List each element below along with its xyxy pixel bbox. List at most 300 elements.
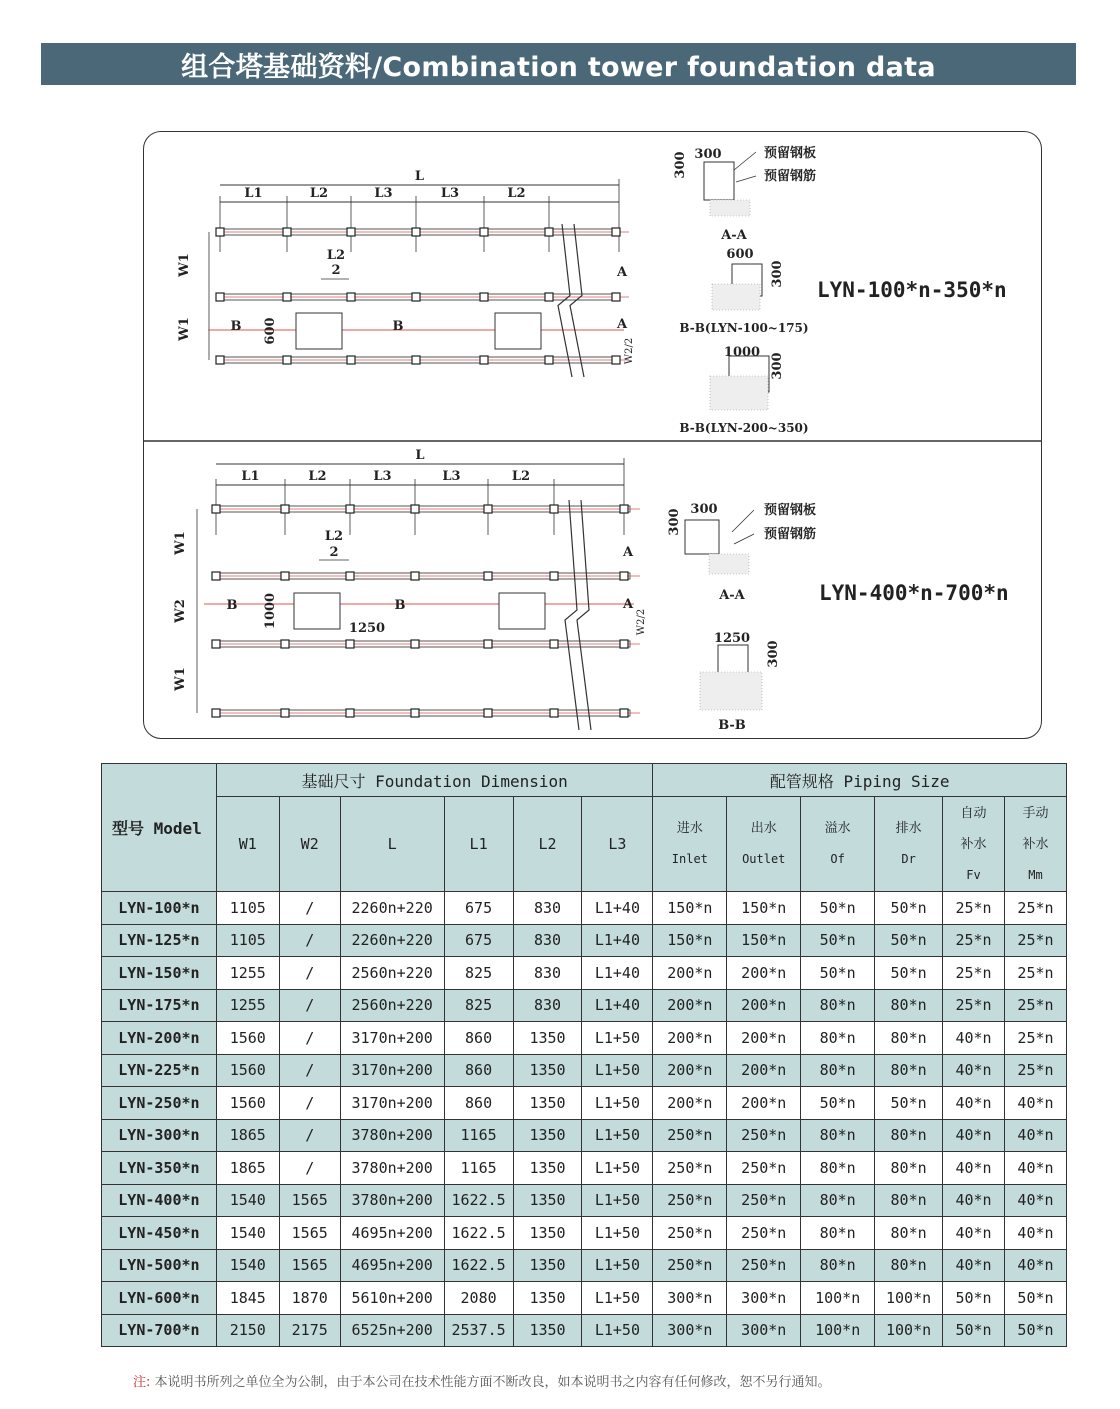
table-cell: 50*n [1004,1314,1066,1347]
table-row [102,1249,1067,1282]
section-dim-label: 1000 [723,345,761,360]
table-cell: 40*n [943,1087,1005,1120]
table-cell: 150*n [727,892,801,925]
w2-half-label: W2/2 [636,608,647,636]
table-cell: / [279,1152,340,1185]
beam-post [550,572,558,580]
table-cell: 1350 [513,1249,582,1282]
section-dim-label: 300 [673,151,688,179]
table-cell: / [279,924,340,957]
beam-post [347,356,355,364]
w2-label: W2 [173,599,188,623]
beam-post [612,228,620,236]
table-cell: 80*n [875,1152,943,1185]
section-dim-label: 300 [690,502,718,517]
table-cell: 825 [444,989,513,1022]
table-cell: 200*n [727,1087,801,1120]
table-cell: 830 [513,957,582,990]
beam-post [216,293,224,301]
table-cell: 1540 [216,1184,279,1217]
table-cell: 50*n [801,957,875,990]
table-cell: 1165 [444,1119,513,1152]
table-cell: 25*n [1004,924,1066,957]
table-cell: 25*n [1004,989,1066,1022]
table-cell: 3780n+200 [340,1119,444,1152]
pipe-col-header-fv [943,797,1005,892]
table-cell: 1560 [216,1022,279,1055]
section-bb-gravel [710,376,768,410]
beam-post [484,505,492,513]
table-row [102,924,1067,957]
table-cell: 50*n [875,957,943,990]
table-cell: 1350 [513,1314,582,1347]
beam-post [620,505,628,513]
table-cell: 300*n [727,1282,801,1315]
table-cell: / [279,1054,340,1087]
section-bb-gravel [712,284,760,310]
steel-plate-label: 预留钢板 [763,503,817,518]
beam-post [281,505,289,513]
beam-post [411,640,419,648]
pipe-col-en: Of [830,852,845,866]
pipe-col-en: Outlet [742,852,786,866]
pipe-col-header-dr [875,797,943,892]
section-bb-gravel [700,672,762,710]
section-dim-label: 300 [770,352,785,380]
l2-half-label: 2 [331,263,341,278]
table-cell: 25*n [1004,892,1066,925]
table-cell: 1622.5 [444,1249,513,1282]
table-cell: L1+50 [582,1119,653,1152]
dimension-label: L3 [374,186,393,201]
table-cell: 40*n [943,1217,1005,1250]
beam-post [283,293,291,301]
table-cell: 25*n [1004,957,1066,990]
steel-plate-label: 预留钢板 [763,146,817,161]
table-cell: 250*n [727,1152,801,1185]
table-row [102,1022,1067,1055]
table-cell: 6525n+200 [340,1314,444,1347]
dimension-label: L3 [442,469,461,484]
specification-table [101,763,1067,1347]
section-aa-gravel [709,554,749,574]
table-cell: 2150 [216,1314,279,1347]
dimension-label-L: L [415,448,425,463]
dimension-label: L2 [511,469,531,484]
pad-rect [294,593,340,629]
pipe-col-cn: 手动补水 [1022,805,1049,852]
beam-post [480,356,488,364]
break-line-right [577,500,591,730]
beam-post [281,572,289,580]
dimension-label: L3 [440,186,460,201]
dim-col-header-l1: L1 [444,797,513,892]
table-cell: 40*n [1004,1249,1066,1282]
table-cell: 25*n [943,892,1005,925]
pipe-col-header-inlet [653,797,727,892]
table-cell: 830 [513,924,582,957]
beam-post [411,572,419,580]
pad-dim-label: 1000 [263,592,278,630]
section-aa-gravel [710,200,750,216]
table-cell: 40*n [943,1119,1005,1152]
table-cell: / [279,989,340,1022]
l2-half-label: 2 [329,545,339,560]
table-cell: 3780n+200 [340,1184,444,1217]
beam-post [346,640,354,648]
b-marker: B [230,319,242,334]
table-cell: 40*n [943,1184,1005,1217]
beam-post [620,709,628,717]
w1-label: W1 [177,317,192,341]
beam-post [347,293,355,301]
w1-label: W1 [173,531,188,555]
beam-post [212,709,220,717]
table-cell: 250*n [653,1152,727,1185]
table-cell: 80*n [801,1217,875,1250]
section-bb-label: B-B [718,718,746,733]
table-cell: 300*n [727,1314,801,1347]
pipe-col-en: Inlet [671,852,708,866]
table-cell: 1565 [279,1217,340,1250]
beam-post [411,709,419,717]
section-dim-label: 300 [766,640,781,668]
table-cell: 200*n [727,989,801,1022]
table-row [102,1054,1067,1087]
foundation-drawing [143,131,1042,739]
table-cell: 1865 [216,1152,279,1185]
table-row [102,1217,1067,1250]
table-cell: 2560n+220 [340,957,444,990]
beam-post [346,572,354,580]
pad-dim-label: 600 [263,317,278,345]
model-cell: LYN-500*n [102,1249,217,1282]
dimension-label: L2 [507,186,526,201]
table-cell: L1+50 [582,1054,653,1087]
section-dim-label: 300 [694,147,722,162]
table-cell: 80*n [801,1152,875,1185]
table-cell: 100*n [875,1314,943,1347]
beam-post [347,228,355,236]
table-cell: L1+50 [582,1217,653,1250]
pipe-col-header-mm [1004,797,1066,892]
section-dim-label: 300 [667,508,682,536]
table-cell: 830 [513,892,582,925]
beam-post [620,572,628,580]
table-cell: 860 [444,1087,513,1120]
table-cell: 2260n+220 [340,892,444,925]
dim-col-header-l3: L3 [582,797,653,892]
table-cell: / [279,892,340,925]
table-cell: 200*n [653,1022,727,1055]
beam-post [612,293,620,301]
beam-post [411,505,419,513]
table-cell: 40*n [943,1054,1005,1087]
w2-half-label: W2/2 [624,337,635,365]
l2-half-label: L2 [326,248,346,263]
table-cell: 1560 [216,1054,279,1087]
section-dim-label: 600 [726,247,754,262]
beam-post [346,709,354,717]
section-aa-label: A-A [719,588,745,603]
table-cell: 1350 [513,1152,582,1185]
table-cell: / [279,1087,340,1120]
model-cell: LYN-175*n [102,989,217,1022]
table-cell: 40*n [943,1249,1005,1282]
model-label-top: LYN-100*n-350*n [817,278,1007,302]
table-cell: 50*n [875,1087,943,1120]
pad-rect [296,313,342,349]
table-cell: 200*n [727,957,801,990]
footnote-text: 本说明书所列之单位全为公制，由于本公司在技术性能方面不断改良，如本说明书之内容有任何修改，恕不另行通知。 [154,1375,831,1390]
table-cell: 200*n [653,989,727,1022]
table-cell: 250*n [727,1217,801,1250]
table-cell: L1+50 [582,1314,653,1347]
beam-post [212,505,220,513]
table-cell: 1350 [513,1119,582,1152]
beam-post [216,356,224,364]
table-cell: 1565 [279,1184,340,1217]
dim-col-header-l: L [340,797,444,892]
break-line-left [565,500,579,730]
dim-col-header-w1: W1 [216,797,279,892]
table-cell: 1350 [513,1054,582,1087]
table-cell: / [279,1119,340,1152]
table-cell: 1870 [279,1282,340,1315]
table-cell: 830 [513,989,582,1022]
beam-post [545,228,553,236]
table-cell: 40*n [1004,1152,1066,1185]
table-cell: 1255 [216,989,279,1022]
table-cell: 25*n [1004,1022,1066,1055]
beam-post [480,228,488,236]
dimension-label: L2 [308,469,327,484]
pipe-col-header-of [801,797,875,892]
table-cell: L1+50 [582,1249,653,1282]
table-cell: 100*n [875,1282,943,1315]
foundation-dimension-header: 基础尺寸 Foundation Dimension [216,764,653,797]
table-cell: 825 [444,957,513,990]
table-cell: L1+50 [582,1282,653,1315]
table-cell: 200*n [653,1087,727,1120]
table-row [102,989,1067,1022]
table-cell: 250*n [653,1184,727,1217]
model-column-header: 型号 Model [102,764,217,892]
table-cell: 1255 [216,957,279,990]
pad-dim-label: 1250 [348,621,386,636]
table-cell: 860 [444,1054,513,1087]
beam-post [346,505,354,513]
table-cell: 150*n [653,892,727,925]
table-row [102,1184,1067,1217]
pad-rect [495,313,541,349]
table-cell: 80*n [875,1184,943,1217]
beam-post [283,228,291,236]
table-cell: 200*n [653,1054,727,1087]
table-cell: L1+50 [582,1184,653,1217]
table-cell: 50*n [875,924,943,957]
table-cell: 250*n [727,1184,801,1217]
a-marker: A [616,317,628,332]
model-cell: LYN-150*n [102,957,217,990]
dimension-label-L: L [414,169,425,184]
section-aa-block [685,520,719,554]
table-group-header-row [102,764,1067,797]
table-cell: 4695n+200 [340,1249,444,1282]
table-cell: 5610n+200 [340,1282,444,1315]
pipe-col-en: Mm [1028,867,1043,882]
table-cell: 1165 [444,1152,513,1185]
table-cell: 50*n [1004,1282,1066,1315]
table-cell: 100*n [801,1314,875,1347]
table-row [102,1314,1067,1347]
table-cell: 50*n [801,1087,875,1120]
table-cell: 1350 [513,1282,582,1315]
table-row [102,1152,1067,1185]
table-cell: 1845 [216,1282,279,1315]
table-column-header-row [102,797,1067,892]
table-row [102,1119,1067,1152]
table-cell: 2080 [444,1282,513,1315]
table-cell: 80*n [801,1249,875,1282]
table-row [102,1087,1067,1120]
table-cell: 25*n [943,989,1005,1022]
page-title: 组合塔基础资料/Combination tower foundation data [181,51,936,83]
table-cell: 1350 [513,1087,582,1120]
model-cell: LYN-600*n [102,1282,217,1315]
dimension-label: L3 [373,469,392,484]
table-cell: 250*n [653,1217,727,1250]
beam-post [480,293,488,301]
section-bb-label: B-B(LYN-200~350) [679,421,809,435]
beam-post [550,505,558,513]
table-cell: 40*n [1004,1119,1066,1152]
model-cell: LYN-200*n [102,1022,217,1055]
a-marker: A [616,265,628,280]
a-marker: A [622,597,634,612]
b-marker: B [394,598,406,613]
table-cell: 1350 [513,1217,582,1250]
table-cell: 250*n [653,1249,727,1282]
model-cell: LYN-125*n [102,924,217,957]
l2-half-label: L2 [324,529,344,544]
table-cell: 1350 [513,1022,582,1055]
beam-post [484,709,492,717]
beam-post [216,228,224,236]
section-dim-label: 300 [770,260,785,288]
table-row [102,957,1067,990]
section-aa-block [704,162,734,200]
beam-post [283,356,291,364]
b-marker: B [392,319,404,334]
beam-post [484,640,492,648]
table-cell: 200*n [727,1022,801,1055]
beam-post [212,640,220,648]
table-cell: 40*n [1004,1087,1066,1120]
beam-post [412,293,420,301]
table-cell: 25*n [943,924,1005,957]
table-cell: 80*n [875,1217,943,1250]
dim-col-header-l2: L2 [513,797,582,892]
beam-post [412,228,420,236]
steel-bar-label: 预留钢筋 [763,169,817,184]
table-cell: 40*n [1004,1184,1066,1217]
model-cell: LYN-300*n [102,1119,217,1152]
table-cell: 675 [444,892,513,925]
table-cell: 50*n [875,892,943,925]
table-cell: / [279,957,340,990]
model-cell: LYN-250*n [102,1087,217,1120]
table-cell: 250*n [727,1249,801,1282]
table-cell: 1565 [279,1249,340,1282]
table-cell: 80*n [801,1119,875,1152]
pad-rect [499,593,545,629]
table-cell: 25*n [943,957,1005,990]
leader-line [732,510,754,532]
table-cell: 675 [444,924,513,957]
beam-post [612,356,620,364]
beam-post [484,572,492,580]
pipe-col-cn: 进水 [676,821,703,836]
dimension-label: L2 [309,186,329,201]
table-cell: 1105 [216,892,279,925]
model-cell: LYN-450*n [102,1217,217,1250]
w1-label: W1 [173,667,188,691]
beam-post [550,709,558,717]
table-cell: 860 [444,1022,513,1055]
beam-post [412,356,420,364]
piping-size-header: 配管规格 Piping Size [653,764,1067,797]
beam-post [620,640,628,648]
pipe-col-cn: 出水 [750,821,777,836]
table-cell: L1+40 [582,924,653,957]
table-cell: 1865 [216,1119,279,1152]
table-cell: 1622.5 [444,1184,513,1217]
model-cell: LYN-700*n [102,1314,217,1347]
pipe-col-en: Dr [901,852,916,866]
leader-line [734,534,754,544]
table-cell: 250*n [727,1119,801,1152]
leader-line [736,176,756,182]
table-cell: 1540 [216,1217,279,1250]
section-aa-label: A-A [721,228,747,243]
dimension-label: L1 [241,469,260,484]
beam-post [545,293,553,301]
a-marker: A [622,545,634,560]
model-cell: LYN-100*n [102,892,217,925]
table-cell: 50*n [801,892,875,925]
table-cell: 150*n [653,924,727,957]
table-cell: 3170n+200 [340,1087,444,1120]
table-cell: 3780n+200 [340,1152,444,1185]
table-row [102,1282,1067,1315]
pipe-col-cn: 溢水 [824,821,851,836]
table-cell: 80*n [801,1054,875,1087]
pipe-col-cn: 自动补水 [960,805,987,852]
pipe-col-cn: 排水 [895,821,922,836]
table-cell: 80*n [875,989,943,1022]
table-cell: 2175 [279,1314,340,1347]
table-cell: 80*n [875,1249,943,1282]
table-cell: 1105 [216,924,279,957]
table-cell: 80*n [801,1184,875,1217]
footnote-prefix: 注: [133,1375,151,1390]
table-cell: 80*n [801,989,875,1022]
model-cell: LYN-350*n [102,1152,217,1185]
table-cell: 80*n [801,1022,875,1055]
table-cell: 80*n [875,1022,943,1055]
table-cell: 1560 [216,1087,279,1120]
